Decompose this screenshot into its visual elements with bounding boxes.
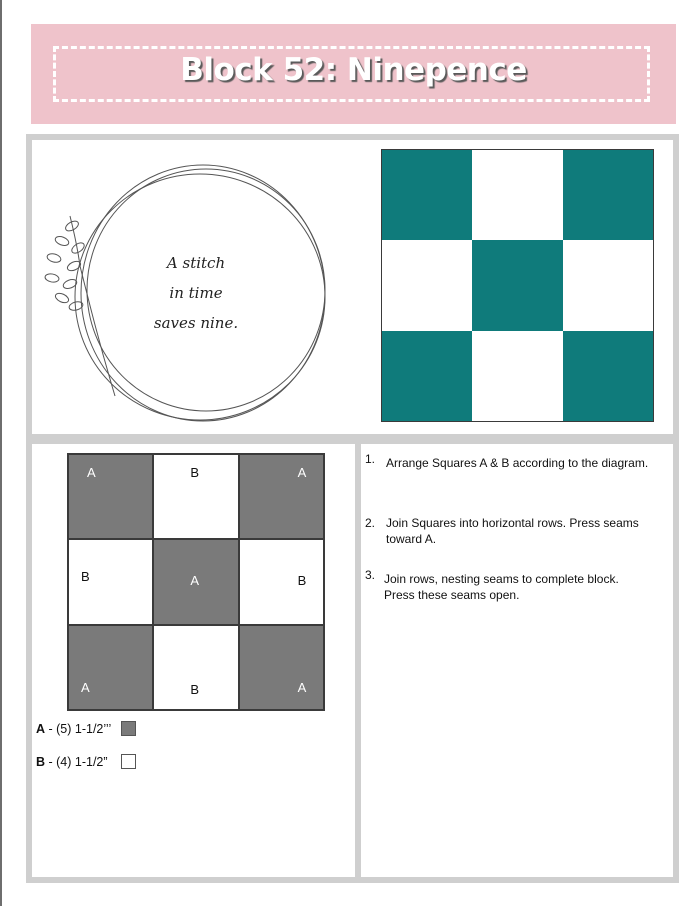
step-1-number: 1. [365, 452, 376, 466]
ninepatch-square [472, 240, 562, 330]
title-banner [31, 24, 676, 124]
diagram-square-b [239, 539, 324, 624]
step-3 [365, 568, 675, 605]
ninepatch-square [472, 331, 562, 421]
left-margin-rule [0, 0, 2, 906]
diagram-square-b [153, 625, 238, 710]
step-2-text-cont: toward A. [386, 532, 437, 546]
square-label: A [297, 679, 307, 695]
ninepatch-block-preview [381, 149, 654, 422]
diagram-square-b [68, 539, 153, 624]
quote-text [116, 248, 276, 338]
ninepatch-square [563, 331, 653, 421]
square-label: A [190, 573, 199, 589]
diagram-square-a [239, 454, 324, 539]
square-label: B [190, 465, 199, 480]
step-3-number: 3. [365, 568, 376, 582]
ninepatch-square [382, 240, 472, 330]
step-1 [365, 452, 675, 475]
ninepatch-square [563, 240, 653, 330]
step-2-number: 2. [365, 516, 376, 530]
step-2-text: Join Squares into horizontal rows. Press seams [386, 516, 639, 530]
instructions-panel [355, 438, 679, 883]
square-label: B [81, 569, 90, 585]
square-label: A [87, 465, 96, 480]
diagram-square-b [153, 454, 238, 539]
legend-item-b [36, 755, 108, 769]
square-label: B [297, 573, 307, 589]
ninepatch-square [563, 150, 653, 240]
legend-a-letter: A [36, 722, 46, 736]
assembly-diagram [67, 453, 325, 711]
swatch-b [121, 754, 136, 769]
swatch-a [121, 721, 136, 736]
step-3-text-cont: Press these seams open. [384, 588, 520, 602]
diagram-square-a [153, 539, 238, 624]
diagram-square-a [68, 625, 153, 710]
ninepatch-square [382, 331, 472, 421]
step-3-text: Join rows, nesting seams to complete block. [384, 572, 619, 586]
ninepatch-square [382, 150, 472, 240]
legend-a-text: - (5) 1-1/2’’’ [45, 722, 112, 736]
quote-line-3: saves nine. [153, 314, 239, 332]
quote-line-2: in time [169, 284, 223, 302]
square-label: A [297, 465, 307, 480]
page-title: Block 52: Ninepence [180, 52, 527, 88]
quote-line-1: A stitch [166, 254, 226, 272]
square-label: A [81, 679, 90, 695]
step-2 [365, 515, 675, 549]
legend-item-a [36, 722, 111, 736]
legend-b-text: - (4) 1-1/2” [45, 755, 108, 769]
step-1-text: Arrange Squares A & B according to the diagram. [386, 456, 649, 470]
diagram-square-a [239, 625, 324, 710]
legend-b-letter: B [36, 755, 46, 769]
ninepatch-square [472, 150, 562, 240]
diagram-square-a [68, 454, 153, 539]
square-label: B [190, 681, 199, 697]
